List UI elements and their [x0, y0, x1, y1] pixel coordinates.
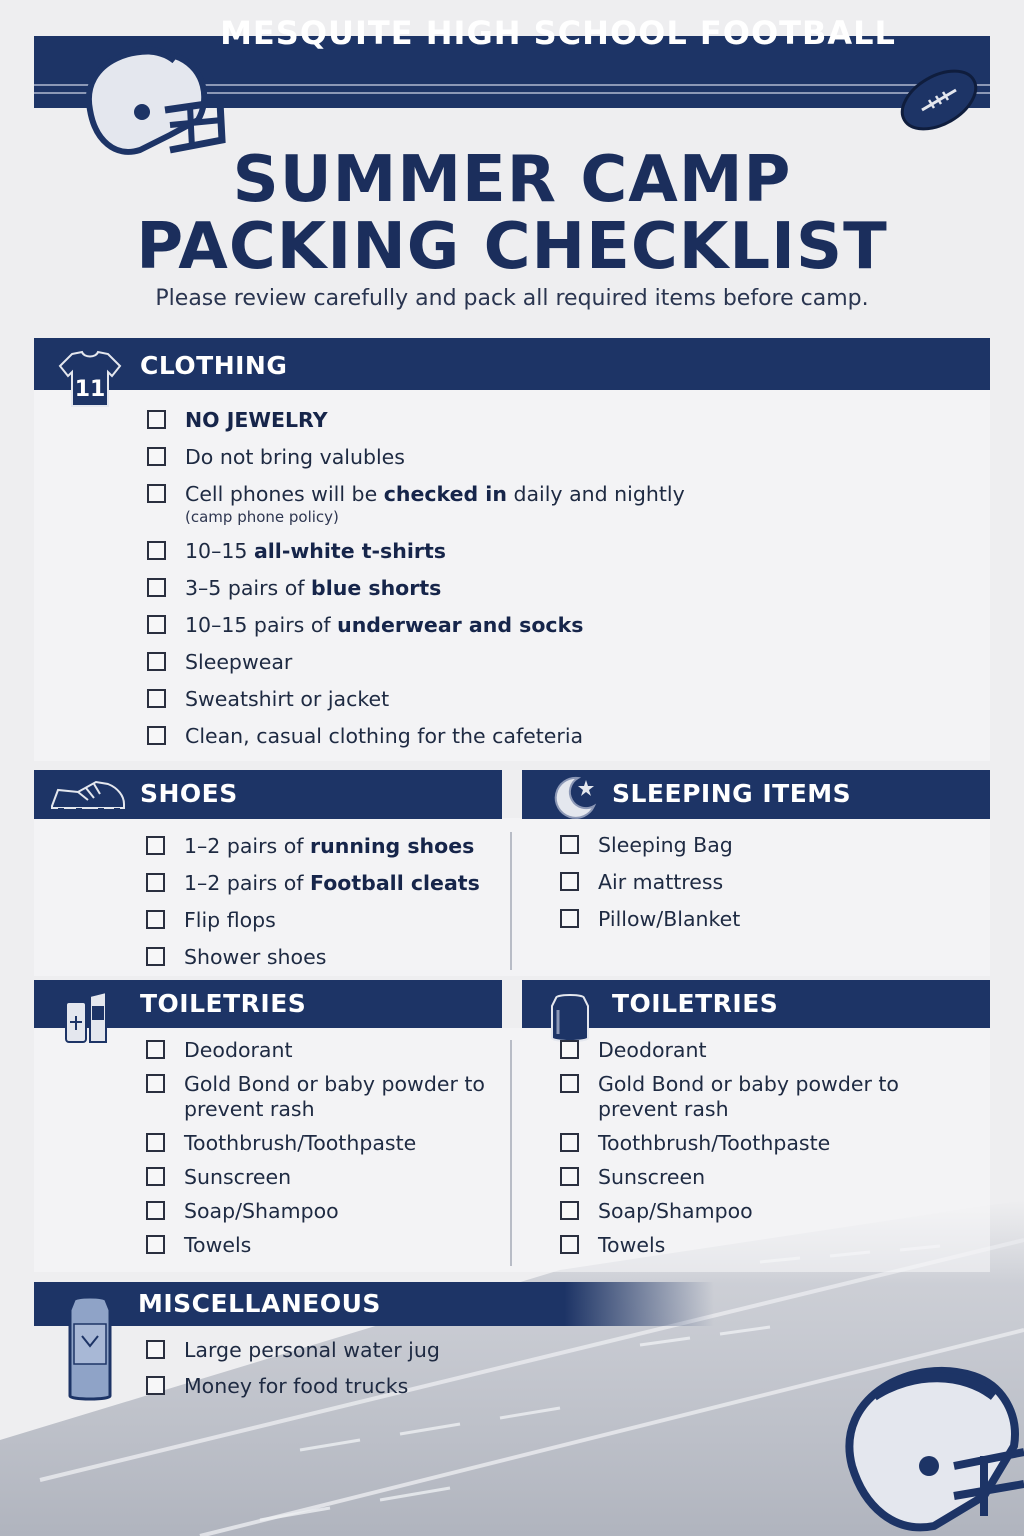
page-title-line-1: SUMMER CAMP — [232, 143, 792, 217]
checklist-item — [560, 1131, 930, 1156]
item-text: Sleepwear — [185, 650, 293, 674]
shoes-title: SHOES — [140, 779, 238, 808]
item-text: Soap/Shampoo — [598, 1199, 753, 1223]
item-emphasis: all-white t-shirts — [253, 539, 446, 563]
checkbox[interactable] — [146, 836, 165, 855]
checkbox[interactable] — [560, 1040, 579, 1059]
football-helmet-icon — [834, 1356, 1024, 1536]
checklist-item — [146, 908, 506, 933]
checkbox[interactable] — [560, 909, 579, 928]
misc-title: MISCELLANEOUS — [138, 1289, 381, 1318]
checklist-item — [146, 1072, 496, 1122]
checklist-item — [147, 482, 907, 527]
toiletries-right-list — [560, 1038, 930, 1267]
item-text: 1–2 pairs of — [184, 834, 311, 858]
checkbox[interactable] — [146, 1133, 165, 1152]
checkbox[interactable] — [147, 578, 166, 597]
item-text: Flip flops — [184, 908, 276, 932]
checkbox[interactable] — [560, 1201, 579, 1220]
item-text: Clean, casual clothing for the cafeteria — [185, 724, 584, 748]
checkbox[interactable] — [560, 1167, 579, 1186]
item-text: Pillow/Blanket — [598, 907, 741, 931]
item-note: (camp phone policy) — [185, 508, 339, 526]
checkbox[interactable] — [146, 1074, 165, 1093]
checkbox[interactable] — [560, 1074, 579, 1093]
checklist-item — [146, 1165, 496, 1190]
checkbox[interactable] — [146, 1040, 165, 1059]
checklist-item — [560, 833, 960, 858]
checkbox[interactable] — [560, 1235, 579, 1254]
jersey-number: 11 — [74, 377, 106, 402]
item-text: 10–15 pairs of — [185, 613, 338, 637]
checklist-item — [146, 871, 506, 896]
checkbox[interactable] — [146, 1201, 165, 1220]
item-emphasis: underwear and socks — [337, 613, 584, 637]
checklist-item — [146, 1131, 496, 1156]
water-bottle-icon — [64, 1284, 116, 1404]
checklist-item — [146, 1038, 496, 1063]
clothing-header — [34, 338, 990, 390]
item-text: Do not bring valubles — [185, 445, 405, 469]
checkbox[interactable] — [146, 1340, 165, 1359]
item-text: Sunscreen — [598, 1165, 706, 1189]
item-text: Gold Bond or baby powder to prevent rash — [184, 1072, 485, 1121]
item-text: 3–5 pairs of — [185, 576, 312, 600]
jersey-icon — [58, 350, 122, 410]
checkbox[interactable] — [560, 872, 579, 891]
checklist-item — [146, 1233, 496, 1258]
checkbox[interactable] — [147, 652, 166, 671]
clothing-title: CLOTHING — [140, 351, 288, 380]
item-text: Air mattress — [598, 870, 724, 894]
item-text-after: daily and nightly — [506, 482, 685, 506]
checkbox[interactable] — [147, 615, 166, 634]
item-text: Deodorant — [598, 1038, 707, 1062]
item-emphasis: blue shorts — [311, 576, 442, 600]
water-jug-icon — [548, 984, 592, 1044]
item-text: Shower shoes — [184, 945, 327, 969]
checklist-item — [146, 1338, 546, 1363]
checkbox[interactable] — [146, 1167, 165, 1186]
item-text: Soap/Shampoo — [184, 1199, 339, 1223]
checkbox[interactable] — [147, 447, 166, 466]
item-text: Towels — [184, 1233, 252, 1257]
checkbox[interactable] — [146, 1376, 165, 1395]
item-text: 10–15 — [185, 539, 254, 563]
item-text: Sleeping Bag — [598, 833, 733, 857]
checkbox[interactable] — [147, 689, 166, 708]
item-text: Deodorant — [184, 1038, 293, 1062]
item-text: 1–2 pairs of — [184, 871, 311, 895]
checklist-item — [146, 834, 506, 859]
school-name: MESQUITE HIGH SCHOOL FOOTBALL — [220, 14, 896, 52]
checkbox[interactable] — [146, 1235, 165, 1254]
sleeping-list — [560, 833, 960, 944]
page-title-line-2: PACKING CHECKLIST — [136, 210, 888, 284]
column-divider-2 — [510, 1040, 512, 1266]
toiletries-right-header — [522, 980, 990, 1028]
checkbox[interactable] — [146, 910, 165, 929]
item-text: Money for food trucks — [184, 1374, 409, 1398]
item-text: Cell phones will be — [185, 482, 384, 506]
page-subtitle: Please review carefully and pack all required items before camp. — [155, 286, 869, 311]
checkbox[interactable] — [146, 947, 165, 966]
toiletries-icon — [62, 986, 112, 1046]
item-emphasis: running shoes — [310, 834, 475, 858]
cleat-icon — [48, 776, 128, 816]
checklist-item — [147, 408, 907, 433]
checklist-item — [147, 650, 907, 675]
item-emphasis: NO JEWELRY — [185, 408, 328, 432]
shoes-list — [146, 834, 506, 982]
checklist-item — [147, 724, 907, 749]
checklist-item — [146, 1374, 546, 1399]
checklist-item — [560, 1072, 930, 1122]
checklist-item — [560, 870, 960, 895]
item-text: Sunscreen — [184, 1165, 292, 1189]
checklist-item — [560, 1165, 930, 1190]
misc-header — [34, 1282, 714, 1326]
toiletries-left-list — [146, 1038, 496, 1267]
checklist-item — [560, 907, 960, 932]
item-text: Large personal water jug — [184, 1338, 440, 1362]
checklist-item — [560, 1199, 930, 1224]
checklist-item — [147, 539, 907, 564]
item-text: Gold Bond or baby powder to prevent rash — [598, 1072, 899, 1121]
checkbox[interactable] — [147, 726, 166, 745]
item-text: Towels — [598, 1233, 666, 1257]
item-emphasis: Football cleats — [310, 871, 480, 895]
checkbox[interactable] — [146, 873, 165, 892]
checklist-item — [147, 613, 907, 638]
checklist-item — [146, 1199, 496, 1224]
toiletries-left-title: TOILETRIES — [140, 989, 307, 1018]
checklist-item — [560, 1038, 930, 1063]
checklist-item — [147, 445, 907, 470]
checklist-item — [560, 1233, 930, 1258]
checkbox[interactable] — [147, 541, 166, 560]
item-emphasis: checked in — [383, 482, 507, 506]
checkbox[interactable] — [560, 1133, 579, 1152]
checkbox[interactable] — [147, 484, 166, 503]
checklist-item — [147, 687, 907, 712]
toiletries-right-title: TOILETRIES — [612, 989, 779, 1018]
checkbox[interactable] — [560, 835, 579, 854]
moon-star-icon — [548, 772, 598, 822]
checklist-item — [146, 945, 506, 970]
clothing-list — [147, 408, 907, 761]
checkbox[interactable] — [147, 410, 166, 429]
checklist-item — [147, 576, 907, 601]
sleeping-title: SLEEPING ITEMS — [612, 779, 852, 808]
misc-list — [146, 1338, 546, 1410]
column-divider — [510, 832, 512, 970]
item-text: Toothbrush/Toothpaste — [598, 1131, 831, 1155]
football-icon — [894, 60, 984, 140]
item-text: Sweatshirt or jacket — [185, 687, 390, 711]
item-text: Toothbrush/Toothpaste — [184, 1131, 417, 1155]
